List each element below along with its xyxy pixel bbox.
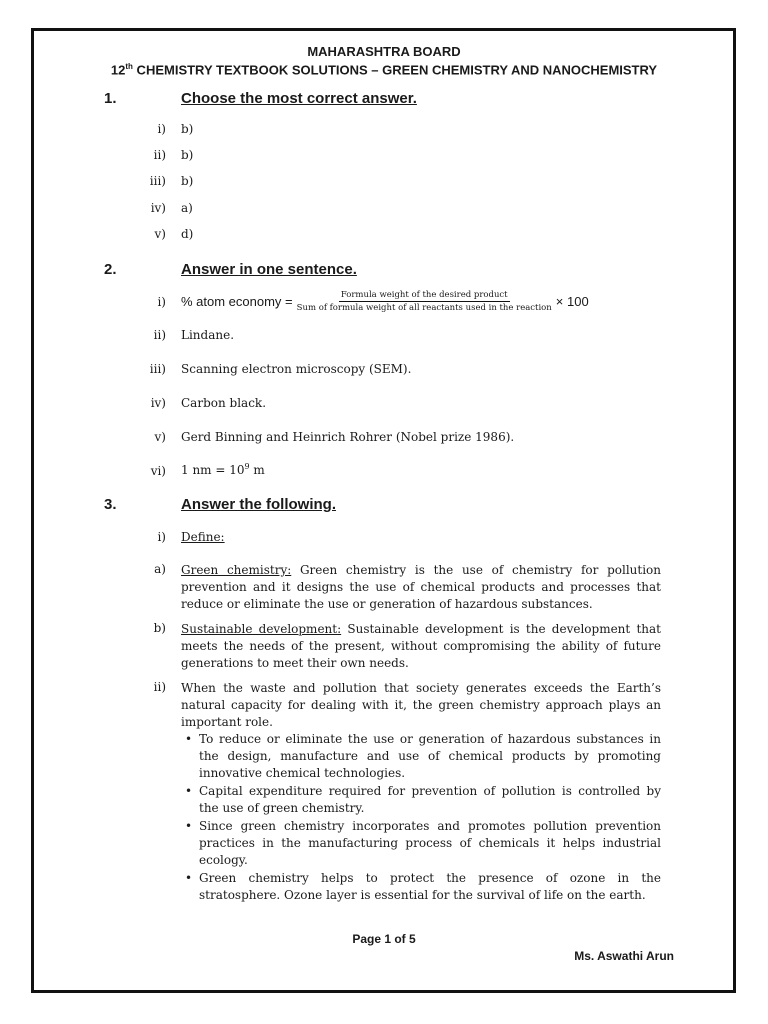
definition-term: Green chemistry: — [181, 563, 292, 577]
atom-economy-formula — [181, 290, 589, 313]
list-item: • To reduce or eliminate the use or generation of hazardous substances in the design, manufacture and use of chemical products by promoting innovative chemical technologies. — [181, 731, 661, 782]
item-letter: b) — [153, 621, 166, 635]
answer-intro: When the waste and pollution that society generates exceeds the Earth’s natural capacity for dealing with it, the green chemistry approach plays an important role. — [181, 681, 661, 729]
list-item: • Since green chemistry incorporates and promotes pollution prevention practices in the manufacturing process of chemicals it helps industrial ecology. — [181, 818, 661, 869]
item-roman: v) — [154, 430, 166, 444]
item-roman: v) — [154, 227, 166, 241]
formula-numerator: Formula weight of the desired product — [340, 290, 508, 300]
section-title: Choose the most correct answer. — [181, 90, 417, 107]
grade-number: 12 — [110, 62, 126, 78]
definition-text: Sustainable development is the development that meets the needs of the present, without compromising the ability of future generations to meet their own needs. — [181, 622, 661, 670]
section-number: 3. — [104, 496, 117, 513]
formula-rhs: × 100 — [555, 294, 589, 309]
section-number: 1. — [104, 90, 117, 107]
item-roman: iv) — [150, 396, 166, 410]
list-item: • Green chemistry helps to protect the presence of ozone in the stratosphere. Ozone layer is essential for the survival of life on the earth. — [181, 870, 661, 904]
answer-text: Scanning electron microscopy (SEM). — [181, 362, 412, 376]
formula-denominator: Sum of formula weight of all reactants used in the reaction — [296, 303, 552, 313]
item-roman: ii) — [153, 680, 166, 694]
page-number: Page 1 of 5 — [352, 932, 416, 946]
answer-text: Lindane. — [181, 328, 235, 342]
answer-text: Carbon black. — [181, 396, 267, 410]
formula-lhs: % atom economy = — [181, 294, 293, 309]
nanometer-conversion — [181, 462, 265, 477]
green-chemistry-role-answer — [181, 680, 661, 905]
item-roman: ii) — [153, 328, 166, 342]
conversion-base: 1 nm = 10 — [181, 463, 245, 477]
item-letter: a) — [154, 562, 166, 576]
definition-text: Green chemistry is the use of chemistry for pollution prevention and it designs the use of chemical products and processes that reduce or eliminate the use or generation of hazardous substances. — [181, 563, 661, 611]
grade-suffix: th — [125, 62, 133, 71]
item-roman: i) — [157, 295, 166, 309]
mcq-answer: b) — [181, 122, 194, 136]
answer-text: Gerd Binning and Heinrich Rohrer (Nobel prize 1986). — [181, 430, 515, 444]
mcq-answer: b) — [181, 174, 194, 188]
item-roman: i) — [157, 530, 166, 544]
section-number: 2. — [104, 261, 117, 278]
definition-term: Sustainable development: — [181, 622, 342, 636]
bullet-list — [181, 731, 661, 904]
item-roman: iv) — [150, 201, 166, 215]
mcq-answer: a) — [181, 201, 193, 215]
subtitle-text: CHEMISTRY TEXTBOOK SOLUTIONS – GREEN CHEMISTRY AND NANOCHEMISTRY — [132, 62, 658, 78]
item-roman: iii) — [149, 174, 166, 188]
item-roman: ii) — [153, 148, 166, 162]
mcq-answer: d) — [181, 227, 194, 241]
item-roman: vi) — [150, 464, 166, 478]
mcq-answer: b) — [181, 148, 194, 162]
define-label: Define: — [181, 530, 225, 544]
conversion-unit: m — [249, 463, 265, 477]
conversion-exponent: 9 — [244, 462, 250, 471]
item-roman: iii) — [149, 362, 166, 376]
item-roman: i) — [157, 122, 166, 136]
document-subtitle — [0, 62, 768, 77]
section-title: Answer the following. — [181, 496, 337, 513]
section-title: Answer in one sentence. — [181, 261, 357, 278]
definition-sustainable-development — [181, 621, 661, 672]
board-title: MAHARASHTRA BOARD — [307, 44, 461, 59]
list-item: • Capital expenditure required for prevention of pollution is controlled by the use of green chemistry. — [181, 783, 661, 817]
formula-fraction — [297, 290, 552, 313]
author-name: Ms. Aswathi Arun — [574, 949, 674, 963]
definition-green-chemistry — [181, 562, 661, 613]
